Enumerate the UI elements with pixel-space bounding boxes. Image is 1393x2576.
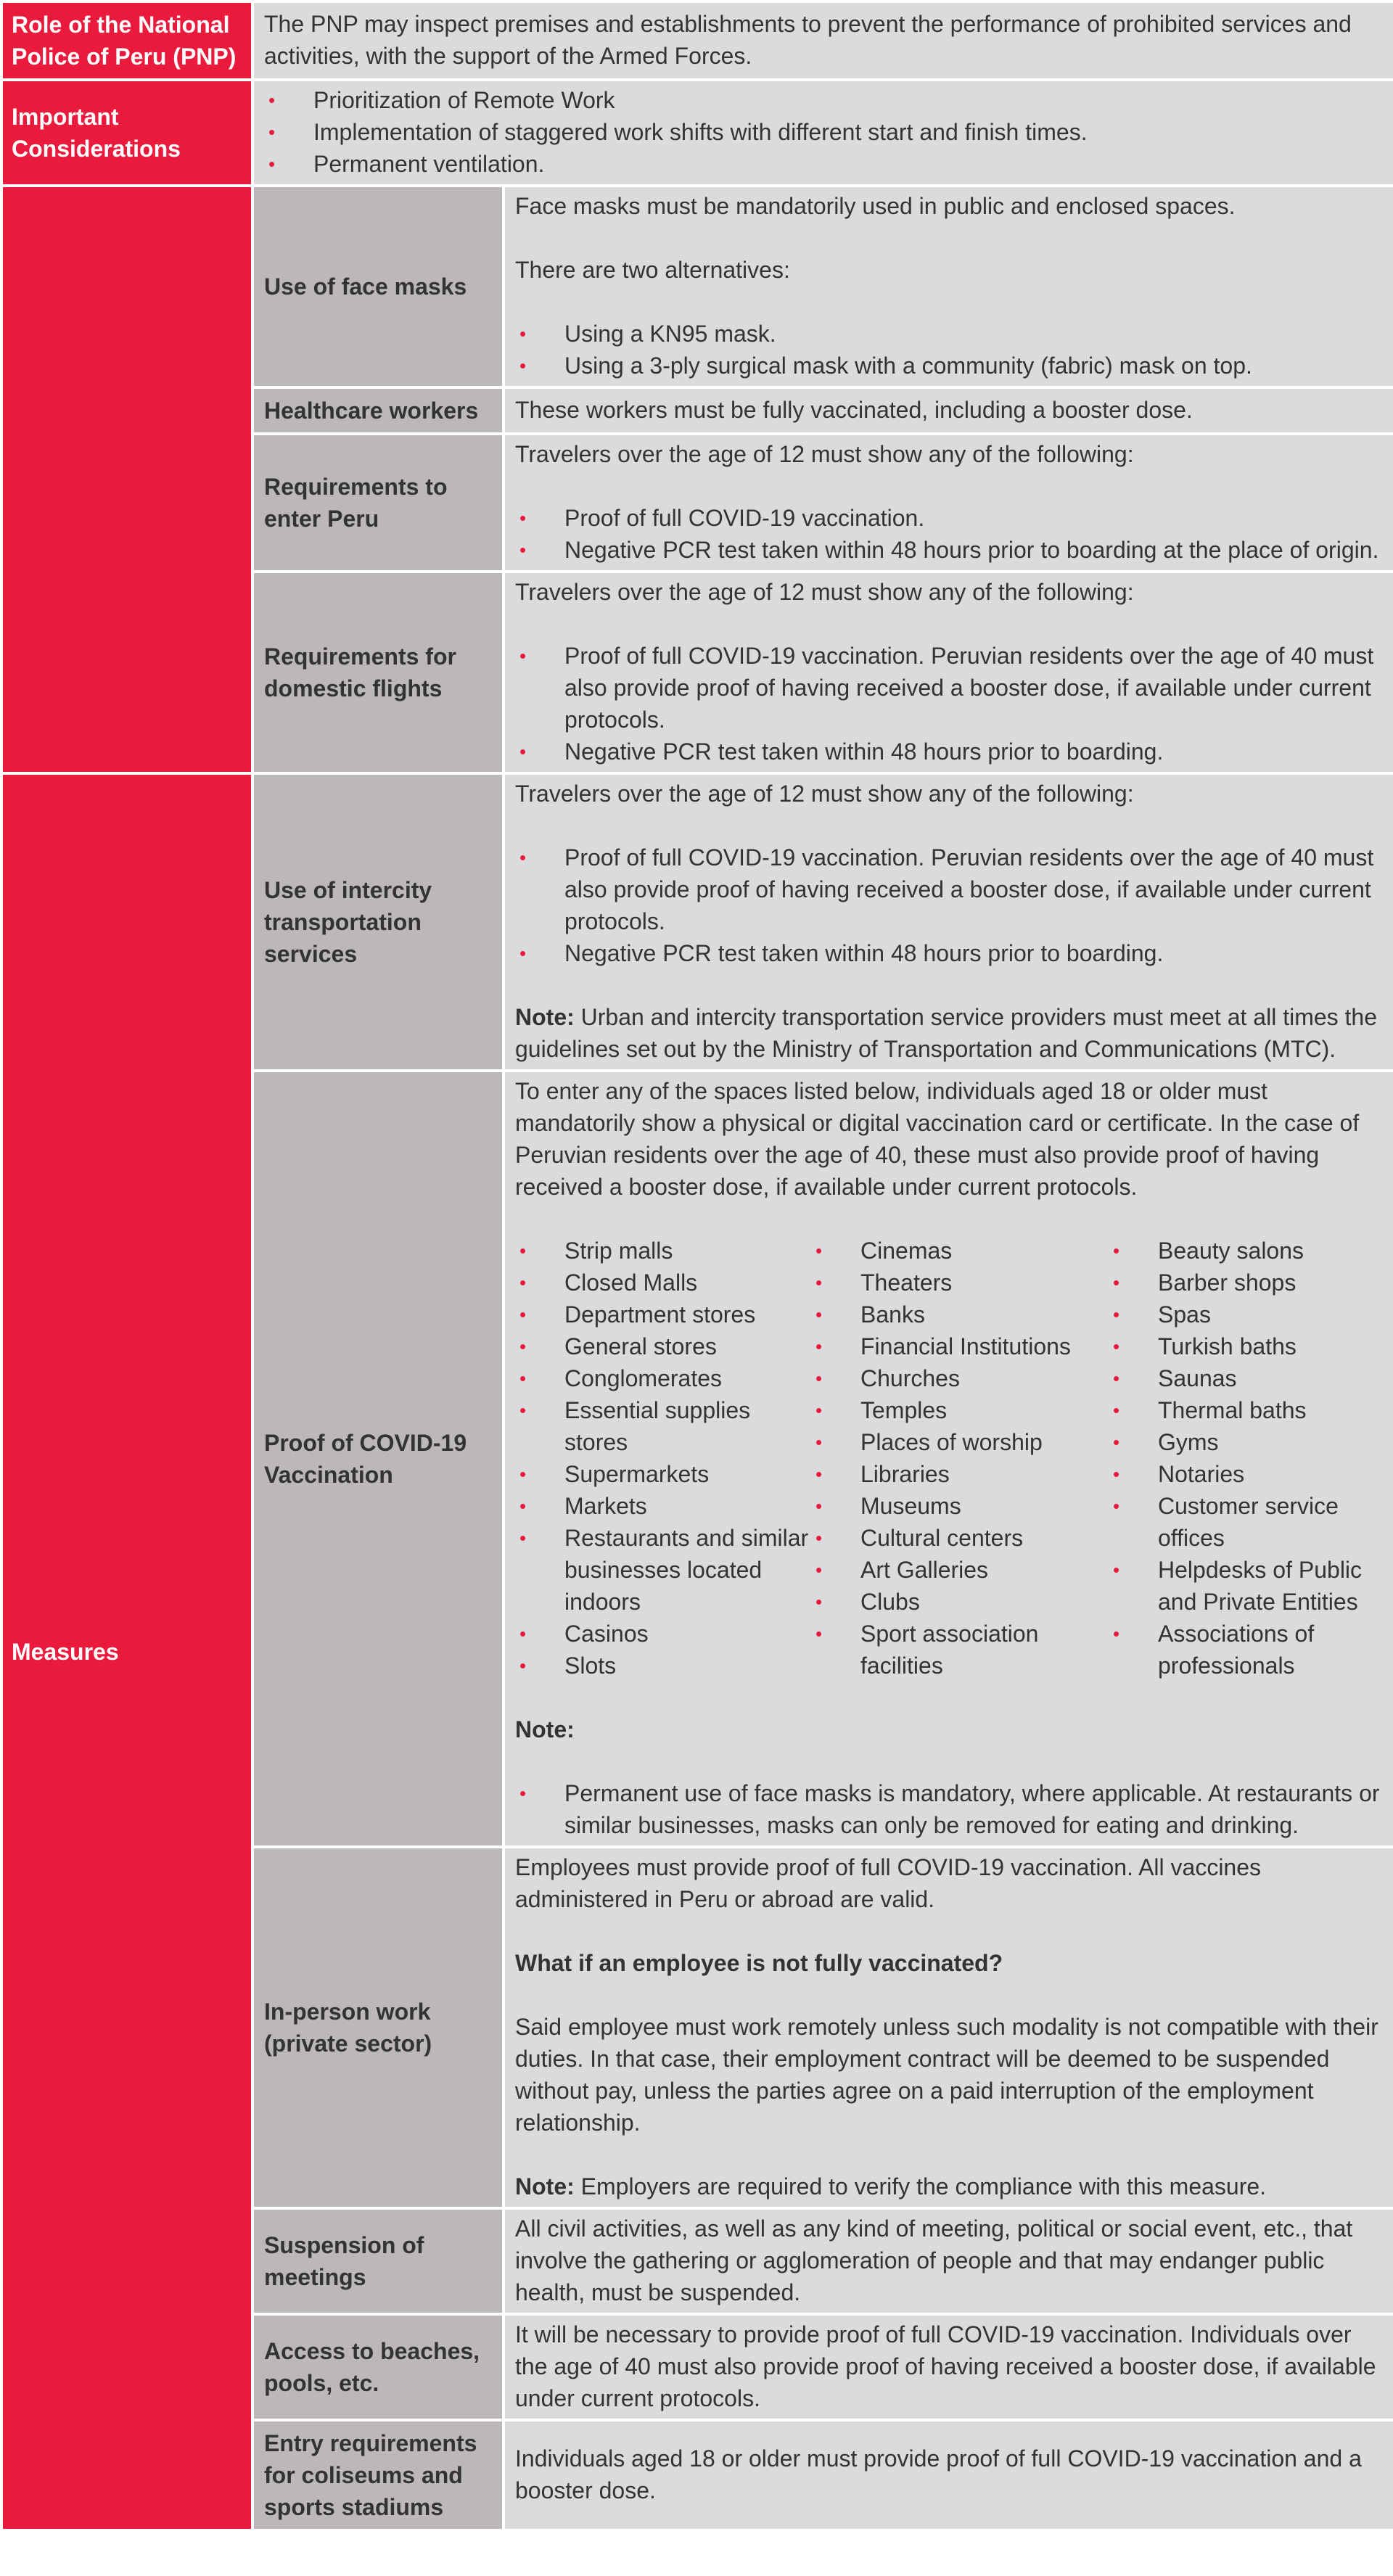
meetings-text: All civil activities, as well as any kind of meeting, political or social event, etc., that involve the gathering or agglomeration of people and that may endanger public health, must be suspended.: [504, 2208, 1393, 2314]
list-item: • Sport association facilities: [811, 1618, 1109, 1682]
list-item: • Thermal baths: [1109, 1394, 1383, 1426]
row-face-masks: [1, 186, 1393, 387]
inperson-p2: Said employee must work remotely unless such modality is not compatible with their duties. In that case, their employment contract will be deemed to be suspended without pay, unless the parties agree on a paid interruption of the employment relationship.: [515, 2014, 1378, 2136]
list-item: • Churches: [811, 1362, 1109, 1394]
list-item: • Using a KN95 mask.: [515, 318, 1383, 350]
domestic-intro: Travelers over the age of 12 must show any of the following:: [515, 579, 1134, 605]
face-masks-list: [515, 318, 1383, 382]
list-item: • Spas: [1109, 1299, 1383, 1330]
list-item: • Supermarkets: [515, 1458, 811, 1490]
note-label: Note:: [515, 1004, 575, 1030]
list-item: • Places of worship: [811, 1426, 1109, 1458]
enter-peru-intro: Travelers over the age of 12 must show any of the following:: [515, 441, 1134, 467]
list-item: • Libraries: [811, 1458, 1109, 1490]
list-item: • Customer service offices: [1109, 1490, 1383, 1554]
beaches-label: Access to beaches, pools, etc.: [252, 2314, 504, 2420]
list-item: • Helpdesks of Public and Private Entities: [1109, 1554, 1383, 1618]
venue-list: [811, 1235, 1109, 1682]
inperson-body: [504, 1847, 1393, 2208]
list-item: • Associations of professionals: [1109, 1618, 1383, 1682]
list-item: • Turkish baths: [1109, 1330, 1383, 1362]
note-text: Employers are required to verify the compliance with this measure.: [574, 2173, 1267, 2200]
measures-label: Measures: [1, 773, 252, 2530]
list-item: • General stores: [515, 1330, 811, 1362]
enter-peru-list: [515, 502, 1383, 566]
considerations-body: [252, 80, 1393, 186]
list-item: • Essential supplies stores: [515, 1394, 811, 1458]
face-masks-label: Use of face masks: [252, 186, 504, 387]
list-item: • Casinos: [515, 1618, 811, 1650]
list-item: • Restaurants and similar businesses located indoors: [515, 1522, 811, 1618]
pnp-text: The PNP may inspect premises and establishments to prevent the performance of prohibited services and activities, with the support of the Armed Forces.: [252, 1, 1393, 80]
note-text: Urban and intercity transportation service providers must meet at all times the guidelines set out by the Ministry of Transportation and Communications (MTC).: [515, 1004, 1378, 1062]
list-item: • Clubs: [811, 1586, 1109, 1618]
list-item: • Art Galleries: [811, 1554, 1109, 1586]
list-item: • Slots: [515, 1650, 811, 1682]
list-item: • Proof of full COVID-19 vaccination.: [515, 502, 1383, 534]
beaches-text: It will be necessary to provide proof of full COVID-19 vaccination. Individuals over the age of 40 must also provide proof of having received a booster dose, if available under current protocols.: [504, 2314, 1393, 2420]
considerations-list: [264, 84, 1383, 180]
list-item: • Implementation of staggered work shifts with different start and finish times.: [264, 116, 1383, 148]
face-masks-intro: Face masks must be mandatorily used in public and enclosed spaces.: [515, 193, 1236, 219]
healthcare-text: These workers must be fully vaccinated, including a booster dose.: [504, 387, 1393, 434]
domestic-label: Requirements for domestic flights: [252, 572, 504, 773]
list-item: • Financial Institutions: [811, 1330, 1109, 1362]
intercity-body: [504, 773, 1393, 1071]
face-masks-alt-intro: There are two alternatives:: [515, 257, 790, 283]
vaccination-label: Proof of COVID-19 Vaccination: [252, 1071, 504, 1847]
enter-peru-body: [504, 434, 1393, 572]
list-item: • Permanent use of face masks is mandatory, where applicable. At restaurants or similar businesses, masks can only be removed for eating and drinking.: [515, 1777, 1383, 1841]
intercity-note: [515, 1001, 1383, 1065]
note-label: Note:: [515, 1716, 575, 1742]
list-item: • Negative PCR test taken within 48 hours prior to boarding.: [515, 937, 1383, 969]
list-item: • Notaries: [1109, 1458, 1383, 1490]
list-item: • Proof of full COVID-19 vaccination. Peruvian residents over the age of 40 must also provide proof of having received a booster dose, if available under current protocols.: [515, 640, 1383, 736]
list-item: • Beauty salons: [1109, 1235, 1383, 1267]
list-item: • Negative PCR test taken within 48 hours prior to boarding.: [515, 736, 1383, 768]
inperson-question: [515, 1947, 1383, 1979]
inperson-note: [515, 2170, 1383, 2202]
row-pnp: [1, 1, 1393, 80]
pnp-label: Role of the National Police of Peru (PNP): [1, 1, 252, 80]
list-item: • Department stores: [515, 1299, 811, 1330]
venue-list: [1109, 1235, 1383, 1682]
considerations-label: Important Considerations: [1, 80, 252, 186]
list-item: • Barber shops: [1109, 1267, 1383, 1299]
domestic-list: [515, 640, 1383, 768]
venue-column-3: [1109, 1235, 1383, 1682]
domestic-body: [504, 572, 1393, 773]
intercity-label: Use of intercity transportation services: [252, 773, 504, 1071]
face-masks-body: [504, 186, 1393, 387]
intercity-list: [515, 841, 1383, 969]
list-item: • Negative PCR test taken within 48 hours prior to boarding at the place of origin.: [515, 534, 1383, 566]
venue-column-1: [515, 1235, 811, 1682]
list-item: • Saunas: [1109, 1362, 1383, 1394]
list-item: • Permanent ventilation.: [264, 148, 1383, 180]
list-item: • Prioritization of Remote Work: [264, 84, 1383, 116]
vaccination-intro: To enter any of the spaces listed below, individuals aged 18 or older must mandatorily show a physical or digital vaccination card or certificate. In the case of Peruvian residents over the age of 40, these must also provide proof of having received a booster dose, if available under current protocols.: [515, 1078, 1360, 1200]
list-item: • Using a 3-ply surgical mask with a community (fabric) mask on top.: [515, 350, 1383, 382]
list-item: • Cinemas: [811, 1235, 1109, 1267]
list-item: • Markets: [515, 1490, 811, 1522]
intercity-intro: Travelers over the age of 12 must show any of the following:: [515, 781, 1134, 807]
list-item: • Gyms: [1109, 1426, 1383, 1458]
row-intercity: [1, 773, 1393, 1071]
list-item: • Theaters: [811, 1267, 1109, 1299]
vaccination-body: [504, 1071, 1393, 1847]
vaccination-note-list: [515, 1777, 1383, 1841]
list-item: • Proof of full COVID-19 vaccination. Peruvian residents over the age of 40 must also provide proof of having received a booster dose, if available under current protocols.: [515, 841, 1383, 937]
list-item: • Closed Malls: [515, 1267, 811, 1299]
list-item: • Banks: [811, 1299, 1109, 1330]
venue-column-2: [811, 1235, 1109, 1682]
venue-list: [515, 1235, 811, 1682]
meetings-label: Suspension of meetings: [252, 2208, 504, 2314]
list-item: • Strip malls: [515, 1235, 811, 1267]
coliseums-text: Individuals aged 18 or older must provide proof of full COVID-19 vaccination and a booster dose.: [504, 2420, 1393, 2530]
healthcare-label: Healthcare workers: [252, 387, 504, 434]
note-label: Note:: [515, 2173, 575, 2200]
coliseums-label: Entry requirements for coliseums and sports stadiums: [252, 2420, 504, 2530]
list-item: • Museums: [811, 1490, 1109, 1522]
measures-group-1: [1, 186, 252, 773]
inperson-label: In-person work (private sector): [252, 1847, 504, 2208]
row-considerations: [1, 80, 1393, 186]
list-item: • Temples: [811, 1394, 1109, 1426]
list-item: • Conglomerates: [515, 1362, 811, 1394]
question-text: What if an employee is not fully vaccinated?: [515, 1950, 1003, 1976]
venue-columns: [515, 1235, 1383, 1682]
enter-peru-label: Requirements to enter Peru: [252, 434, 504, 572]
inperson-p1: Employees must provide proof of full COVID-19 vaccination. All vaccines administered in Peru or abroad are valid.: [515, 1854, 1262, 1912]
list-item: • Cultural centers: [811, 1522, 1109, 1554]
vaccination-note-label: [515, 1713, 1383, 1745]
